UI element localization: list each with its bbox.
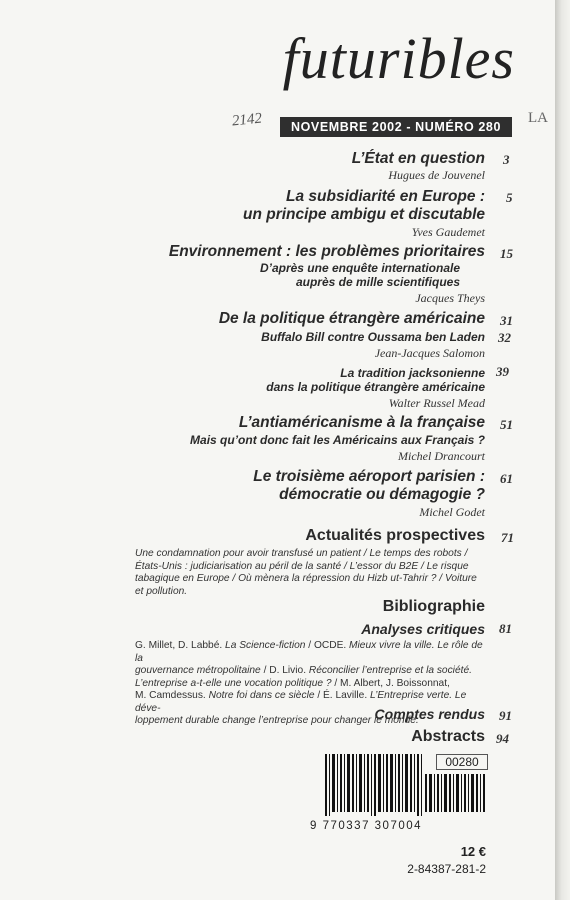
- comptes-rendus-title: Comptes rendus: [374, 706, 485, 722]
- article-5: [110, 414, 485, 463]
- page-number: 31: [500, 313, 513, 328]
- article-author: Jean-Jacques Salomon: [374, 346, 485, 360]
- article-title: L’État en question: [351, 150, 485, 167]
- actualites-summary: [135, 548, 486, 598]
- summary-line: gouvernance métropolitaine / D. Livio. Réconcilier l’entreprise et la société.: [135, 665, 472, 676]
- masthead-title: futuribles: [282, 26, 515, 91]
- article-title-line: La subsidiarité en Europe :: [286, 188, 485, 205]
- summary-line: et pollution.: [135, 585, 188, 597]
- article-subtitle-line: La tradition jacksonienne: [340, 366, 485, 380]
- article-1: [110, 150, 485, 182]
- barcode-issue-code: 00280: [436, 754, 488, 770]
- analyses-critiques-title: Analyses critiques: [361, 621, 485, 637]
- barcode-digits: 9 770337 307004: [310, 820, 423, 832]
- article-title: L’antiaméricanisme à la française: [238, 414, 485, 431]
- article-4: [110, 310, 485, 410]
- article-subtitle-line: auprès de mille scientifiques: [295, 275, 460, 289]
- article-title-line: un principe ambigu et discutable: [242, 206, 485, 223]
- bibliographie-title: Bibliographie: [382, 598, 485, 615]
- summary-line: Une condamnation pour avoir transfusé un patient / Le temps des robots /: [135, 548, 468, 559]
- page-number: 94: [496, 731, 509, 746]
- article-author: Walter Russel Mead: [388, 396, 485, 410]
- summary-line: L’entreprise a-t-elle une vocation politique ? / M. Albert, J. Boissonnat,: [135, 677, 450, 689]
- isbn: 2-84387-281-2: [407, 862, 486, 876]
- page-number: 81: [499, 621, 512, 636]
- page-number: 5: [506, 190, 513, 205]
- summary-line: tabagique en Europe / Où mènera la répression du Hizb ut-Tahrir ? / Voiture: [135, 573, 477, 584]
- handwritten-note-right: LA: [528, 110, 548, 126]
- page-number: 91: [499, 708, 512, 723]
- summary-line: M. Camdessus. Notre foi dans ce siècle / É. Laville. L’Entreprise verte. Le déve-: [135, 690, 467, 714]
- page-number: 39: [496, 364, 509, 379]
- article-3: [110, 243, 485, 305]
- summary-line: États-Unis : judiciarisation au péril de la santé / L’essor du B2E / Le risque: [135, 560, 469, 572]
- article-title: Environnement : les problèmes prioritaires: [168, 243, 485, 260]
- page-number: 61: [500, 471, 513, 486]
- summary-line: loppement durable change l’entreprise pour changer le monde.: [135, 715, 419, 726]
- page-number: 51: [500, 417, 513, 432]
- article-author: Michel Drancourt: [398, 449, 485, 463]
- article-title-line: démocratie ou démagogie ?: [279, 486, 485, 503]
- article-subtitle: Mais qu’ont donc fait les Américains aux Français ?: [190, 433, 485, 447]
- price: 12 €: [460, 844, 486, 859]
- actualites-title: Actualités prospectives: [305, 527, 485, 544]
- article-subtitle-line: dans la politique étrangère américaine: [266, 380, 485, 394]
- article-author: Michel Godet: [419, 505, 485, 519]
- article-subtitle: Buffalo Bill contre Oussama ben Laden: [261, 330, 485, 344]
- article-subtitle-line: D’après une enquête internationale: [259, 261, 460, 275]
- article-author: Yves Gaudemet: [411, 225, 485, 239]
- page-number: 71: [501, 530, 514, 545]
- article-title: De la politique étrangère américaine: [218, 310, 485, 327]
- article-author: Jacques Theys: [415, 291, 485, 305]
- page-number: 3: [503, 152, 510, 167]
- article-author: Hugues de Jouvenel: [388, 168, 485, 182]
- handwritten-note-left: 2142: [231, 110, 263, 130]
- summary-line: G. Millet, D. Labbé. La Science-fiction / OCDE. Mieux vivre la ville. Le rôle de la: [135, 640, 483, 664]
- page-edge: [555, 0, 570, 900]
- article-6: [110, 468, 485, 519]
- article-2: [110, 188, 485, 239]
- page-number: 15: [500, 246, 513, 261]
- abstracts-title: Abstracts: [411, 728, 485, 745]
- page-number: 32: [498, 330, 511, 345]
- article-title-line: Le troisième aéroport parisien :: [253, 468, 485, 485]
- issue-banner: NOVEMBRE 2002 - NUMÉRO 280: [280, 117, 512, 137]
